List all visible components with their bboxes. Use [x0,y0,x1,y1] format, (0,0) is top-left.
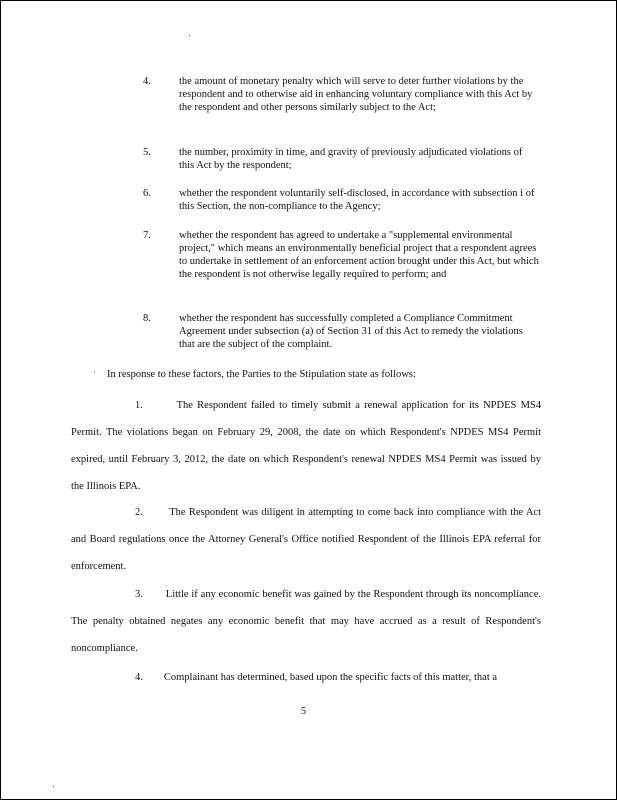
scan-speck [53,786,54,787]
scan-speck [94,372,95,373]
list-item-text: the number, proximity in time, and gravity of previously adjudicated violations of this Act by the respondent; [179,147,523,171]
list-item-text: whether the respondent voluntarily self-disclosed, in accordance with subsection i of this Section, the non-compliance to the Agency; [179,188,535,212]
numbered-paragraph: 2. The Respondent was diligent in attempting to come back into compliance with the Act and Board regulations once the Attorney General's Office notified Respondent of the Illinois EPA referral for enforcement. [71,507,541,572]
list-item-number: 4. [143,76,151,87]
list-item-number: 5. [143,147,151,158]
list-item-text: whether the respondent has successfully completed a Compliance Commitment Agreement under subsection (a) of Section 31 of this Act to remedy the violations that are the subject of the complaint. [179,313,523,350]
list-item-number: 7. [143,230,151,241]
list-item-number: 6. [143,188,151,199]
list-item-number: 8. [143,313,151,324]
list-item-text: the amount of monetary penalty which will serve to deter further violations by the respondent and to otherwise aid in enhancing voluntary compliance with this Act by the respondent and other persons similarly subject to the Act; [179,76,533,113]
numbered-paragraph: 4. Complainant has determined, based upon the specific facts of this matter, that a [135,672,498,683]
scan-speck [189,35,190,36]
page-number: 5 [301,706,306,717]
numbered-paragraph: 1. The Respondent failed to timely submit a renewal application for its NPDES MS4 Permit. The violations began on February 29, 2008, the date on which Respondent's NPDES MS4 Permit expired, until February 3, 2012, the date on which Respondent's renewal NPDES MS4 Permit was issued by the Illinois EPA. [71,400,541,492]
list-item-text: whether the respondent has agreed to undertake a "supplemental environmental project," which means an environmentally beneficial project that a respondent agrees to undertake in settlement of an enforcement action brought under this Act, but which the respondent is not otherwise legally required to perform; and [179,230,539,280]
numbered-paragraph: 3. Little if any economic benefit was gained by the Respondent through its noncompliance. The penalty obtained negates any economic benefit that may have accrued as a result of Respondent's noncompliance. [71,589,541,654]
intro-sentence: In response to these factors, the Parties to the Stipulation state as follows: [107,369,416,380]
